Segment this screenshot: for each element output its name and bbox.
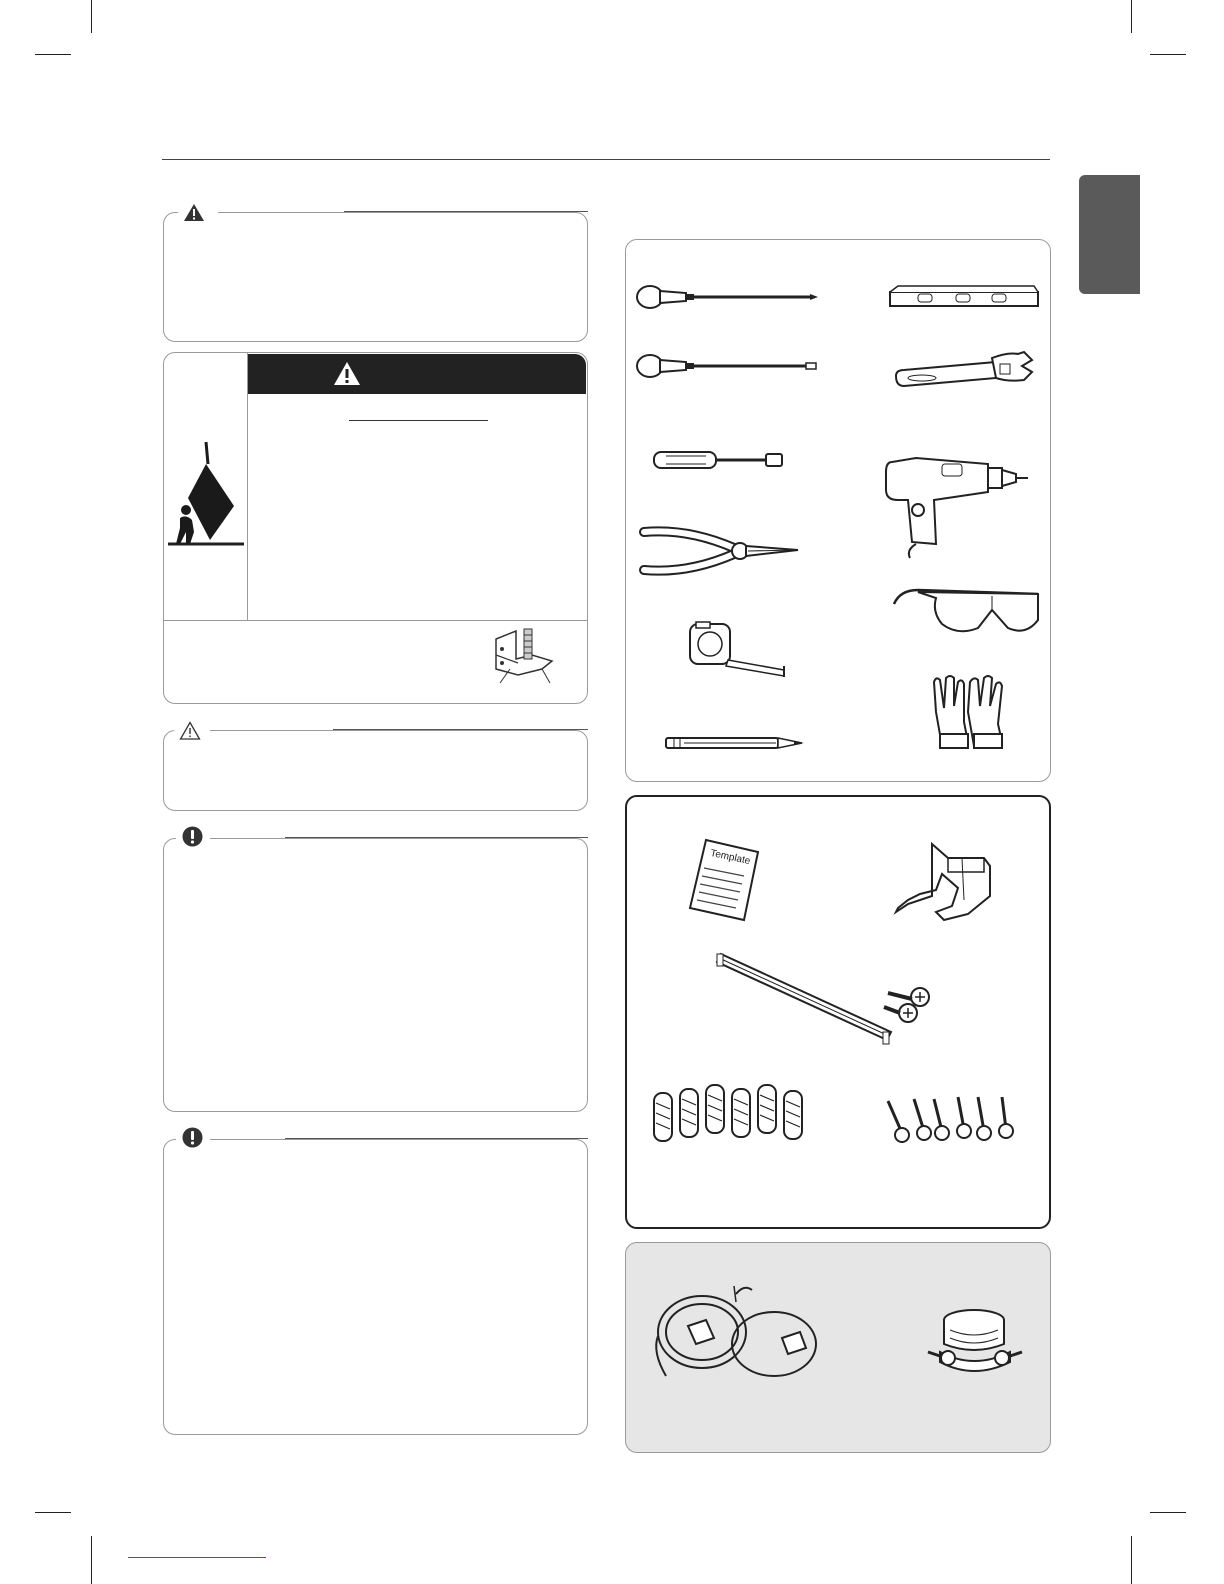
note-box	[163, 838, 588, 1112]
caution-box	[163, 212, 588, 342]
warning-subtitle-underline	[349, 420, 488, 421]
nut-driver-icon	[652, 448, 786, 472]
warning-banner	[248, 354, 586, 394]
installation-template-illustration	[686, 838, 762, 922]
crop-mark	[35, 1512, 71, 1513]
header-rule	[162, 159, 1050, 160]
needle-nose-pliers-icon	[638, 524, 802, 580]
strain-relief-icon	[926, 1300, 1024, 1382]
caution-header-line	[333, 729, 588, 730]
section-tab[interactable]	[1079, 175, 1140, 294]
note-header-line	[285, 837, 588, 838]
power-cord-icon	[648, 1282, 820, 1382]
power-drill-icon	[876, 452, 1030, 560]
anti-tip-bracket-illustration	[488, 625, 560, 685]
crop-mark	[1150, 1512, 1186, 1513]
warning-triangle-icon	[333, 361, 361, 386]
lag-screws-icon	[882, 1095, 1020, 1145]
note-header-line	[285, 1138, 588, 1139]
level-icon	[888, 284, 1040, 308]
template-label: Template	[709, 847, 752, 868]
exclamation-circle-icon	[182, 1127, 203, 1148]
crop-mark	[1131, 1536, 1132, 1584]
exclamation-circle-icon	[182, 826, 203, 847]
warning-triangle-icon	[183, 203, 205, 222]
warning-triangle-outline-icon	[179, 721, 201, 740]
tape-measure-icon	[688, 620, 792, 678]
footer-link[interactable]	[128, 1557, 266, 1558]
rail-screws-icon	[880, 985, 932, 1025]
phillips-screwdriver-icon	[634, 282, 820, 312]
caution-header-line	[344, 211, 588, 212]
adjustable-wrench-icon	[892, 350, 1038, 390]
warning-divider-horizontal	[164, 620, 587, 621]
crop-mark	[35, 54, 71, 55]
crop-mark	[91, 0, 92, 33]
crop-mark	[1131, 0, 1132, 33]
caution-box	[163, 730, 588, 811]
wall-anchors-icon	[650, 1083, 810, 1145]
crop-mark	[1150, 54, 1186, 55]
safety-glasses-icon	[892, 580, 1042, 638]
tip-over-illustration	[166, 440, 246, 552]
pencil-icon	[664, 736, 806, 750]
gloves-icon	[928, 672, 1010, 752]
top-rail-icon	[715, 952, 895, 1046]
flat-screwdriver-icon	[634, 351, 820, 381]
note-box	[163, 1139, 588, 1435]
anti-tip-bracket-icon	[892, 840, 996, 924]
crop-mark	[91, 1536, 92, 1584]
